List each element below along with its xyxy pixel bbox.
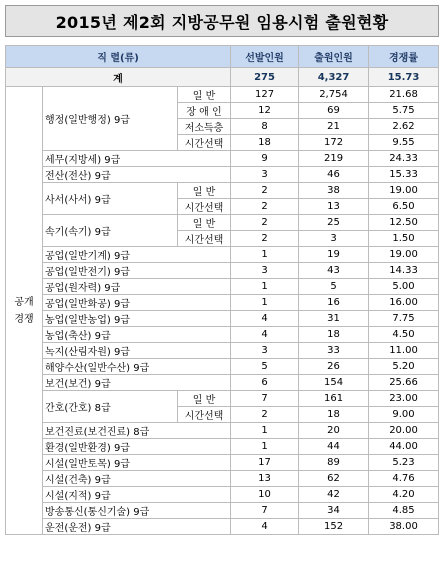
- competition-ratio: 12.50: [369, 215, 439, 231]
- selected-count: 10: [231, 487, 299, 503]
- applicant-count: 20: [299, 423, 369, 439]
- applicant-count: 2,754: [299, 87, 369, 103]
- selected-count: 6: [231, 375, 299, 391]
- total-ratio: 15.73: [369, 68, 439, 87]
- job-name: 시설(지적) 9급: [43, 487, 231, 503]
- selected-count: 7: [231, 503, 299, 519]
- selected-count: 2: [231, 215, 299, 231]
- job-name: 공업(일반기계) 9급: [43, 247, 231, 263]
- table-row: [6, 167, 439, 183]
- applicant-count: 38: [299, 183, 369, 199]
- competition-ratio: 44.00: [369, 439, 439, 455]
- competition-ratio: 38.00: [369, 519, 439, 535]
- group-label-line1: 공개: [14, 296, 34, 308]
- competition-ratio: 4.85: [369, 503, 439, 519]
- applicant-count: 26: [299, 359, 369, 375]
- group-label: [6, 87, 43, 535]
- job-subtype: 시간선택: [178, 407, 231, 423]
- job-name: 운전(운전) 9급: [43, 519, 231, 535]
- job-subtype: 장 애 인: [178, 103, 231, 119]
- table-row: [6, 183, 439, 199]
- table-row: [6, 471, 439, 487]
- selected-count: 1: [231, 247, 299, 263]
- job-name: 사서(사서) 9급: [43, 183, 178, 215]
- table-row: [6, 87, 439, 103]
- selected-count: 1: [231, 279, 299, 295]
- table-row: [6, 487, 439, 503]
- applicant-count: 44: [299, 439, 369, 455]
- header-row: [6, 46, 439, 68]
- job-subtype: 일 반: [178, 391, 231, 407]
- competition-ratio: 5.23: [369, 455, 439, 471]
- job-name: 행정(일반행정) 9급: [43, 87, 178, 151]
- applicant-count: 31: [299, 311, 369, 327]
- applicant-count: 34: [299, 503, 369, 519]
- applicant-count: 25: [299, 215, 369, 231]
- competition-ratio: 9.00: [369, 407, 439, 423]
- competition-ratio: 23.00: [369, 391, 439, 407]
- applicant-count: 219: [299, 151, 369, 167]
- competition-ratio: 4.20: [369, 487, 439, 503]
- selected-count: 7: [231, 391, 299, 407]
- selected-count: 13: [231, 471, 299, 487]
- job-name: 녹지(산림자원) 9급: [43, 343, 231, 359]
- competition-ratio: 4.50: [369, 327, 439, 343]
- selected-count: 2: [231, 199, 299, 215]
- table-row: [6, 375, 439, 391]
- applicant-count: 21: [299, 119, 369, 135]
- header-applicants: 출원인원: [299, 46, 369, 68]
- table-row: [6, 391, 439, 407]
- table-row: [6, 279, 439, 295]
- job-name: 간호(간호) 8급: [43, 391, 178, 423]
- applicant-count: 5: [299, 279, 369, 295]
- total-selected: 275: [231, 68, 299, 87]
- competition-ratio: 20.00: [369, 423, 439, 439]
- selected-count: 1: [231, 423, 299, 439]
- table-row: [6, 439, 439, 455]
- job-subtype: 일 반: [178, 183, 231, 199]
- applicant-count: 43: [299, 263, 369, 279]
- selected-count: 4: [231, 327, 299, 343]
- total-row: [6, 68, 439, 87]
- applicant-count: 19: [299, 247, 369, 263]
- job-subtype: 일 반: [178, 215, 231, 231]
- table-row: [6, 519, 439, 535]
- job-subtype: 시간선택: [178, 231, 231, 247]
- selected-count: 4: [231, 519, 299, 535]
- selected-count: 2: [231, 183, 299, 199]
- header-selected: 선발인원: [231, 46, 299, 68]
- table-row: [6, 247, 439, 263]
- competition-ratio: 5.00: [369, 279, 439, 295]
- job-name: 방송통신(통신기술) 9급: [43, 503, 231, 519]
- selected-count: 2: [231, 407, 299, 423]
- job-name: 보건진료(보건진료) 8급: [43, 423, 231, 439]
- job-name: 공업(일반전기) 9급: [43, 263, 231, 279]
- group-label-line2: 경쟁: [14, 313, 34, 325]
- competition-ratio: 21.68: [369, 87, 439, 103]
- competition-ratio: 9.55: [369, 135, 439, 151]
- applicant-count: 69: [299, 103, 369, 119]
- selected-count: 17: [231, 455, 299, 471]
- selected-count: 3: [231, 343, 299, 359]
- job-name: 보건(보건) 9급: [43, 375, 231, 391]
- job-name: 세무(지방세) 9급: [43, 151, 231, 167]
- job-name: 시설(건축) 9급: [43, 471, 231, 487]
- applicant-count: 152: [299, 519, 369, 535]
- applicant-count: 18: [299, 327, 369, 343]
- job-name: 농업(일반농업) 9급: [43, 311, 231, 327]
- competition-ratio: 14.33: [369, 263, 439, 279]
- selected-count: 127: [231, 87, 299, 103]
- applicant-count: 3: [299, 231, 369, 247]
- applicant-count: 154: [299, 375, 369, 391]
- selected-count: 12: [231, 103, 299, 119]
- job-name: 시설(일반토목) 9급: [43, 455, 231, 471]
- selected-count: 5: [231, 359, 299, 375]
- job-name: 농업(축산) 9급: [43, 327, 231, 343]
- job-subtype: 시간선택: [178, 199, 231, 215]
- applicant-count: 16: [299, 295, 369, 311]
- competition-ratio: 25.66: [369, 375, 439, 391]
- table-row: [6, 327, 439, 343]
- applicant-count: 172: [299, 135, 369, 151]
- applicant-count: 42: [299, 487, 369, 503]
- competition-ratio: 16.00: [369, 295, 439, 311]
- selected-count: 8: [231, 119, 299, 135]
- selected-count: 2: [231, 231, 299, 247]
- table-row: [6, 423, 439, 439]
- table-row: [6, 311, 439, 327]
- job-name: 공업(원자력) 9급: [43, 279, 231, 295]
- competition-ratio: 15.33: [369, 167, 439, 183]
- job-subtype: 시간선택: [178, 135, 231, 151]
- competition-ratio: 5.20: [369, 359, 439, 375]
- applicant-count: 89: [299, 455, 369, 471]
- selected-count: 9: [231, 151, 299, 167]
- table-row: [6, 343, 439, 359]
- table-row: [6, 295, 439, 311]
- table-row: [6, 151, 439, 167]
- page-title: 2015년 제2회 지방공무원 임용시험 출원현황: [55, 12, 389, 32]
- header-ratio: 경쟁률: [369, 46, 439, 68]
- applicant-count: 62: [299, 471, 369, 487]
- job-name: 해양수산(일반수산) 9급: [43, 359, 231, 375]
- selected-count: 3: [231, 167, 299, 183]
- competition-ratio: 19.00: [369, 247, 439, 263]
- competition-ratio: 4.76: [369, 471, 439, 487]
- selected-count: 4: [231, 311, 299, 327]
- table-row: [6, 455, 439, 471]
- table-row: [6, 359, 439, 375]
- competition-ratio: 2.62: [369, 119, 439, 135]
- table-row: [6, 215, 439, 231]
- applicant-count: 18: [299, 407, 369, 423]
- competition-ratio: 11.00: [369, 343, 439, 359]
- competition-ratio: 1.50: [369, 231, 439, 247]
- table-row: [6, 503, 439, 519]
- table-row: [6, 263, 439, 279]
- applicant-table: [5, 45, 439, 535]
- competition-ratio: 24.33: [369, 151, 439, 167]
- job-name: 공업(일반화공) 9급: [43, 295, 231, 311]
- applicant-count: 161: [299, 391, 369, 407]
- selected-count: 1: [231, 439, 299, 455]
- applicant-count: 46: [299, 167, 369, 183]
- title-box: [5, 5, 439, 37]
- competition-ratio: 19.00: [369, 183, 439, 199]
- total-label: 계: [6, 68, 231, 87]
- job-subtype: 일 반: [178, 87, 231, 103]
- selected-count: 1: [231, 295, 299, 311]
- competition-ratio: 7.75: [369, 311, 439, 327]
- competition-ratio: 5.75: [369, 103, 439, 119]
- job-subtype: 저소득층: [178, 119, 231, 135]
- applicant-count: 13: [299, 199, 369, 215]
- selected-count: 3: [231, 263, 299, 279]
- applicant-count: 33: [299, 343, 369, 359]
- competition-ratio: 6.50: [369, 199, 439, 215]
- job-name: 환경(일반환경) 9급: [43, 439, 231, 455]
- job-name: 속기(속기) 9급: [43, 215, 178, 247]
- job-name: 전산(전산) 9급: [43, 167, 231, 183]
- total-applicants: 4,327: [299, 68, 369, 87]
- header-job: 직 렬(류): [6, 46, 231, 68]
- selected-count: 18: [231, 135, 299, 151]
